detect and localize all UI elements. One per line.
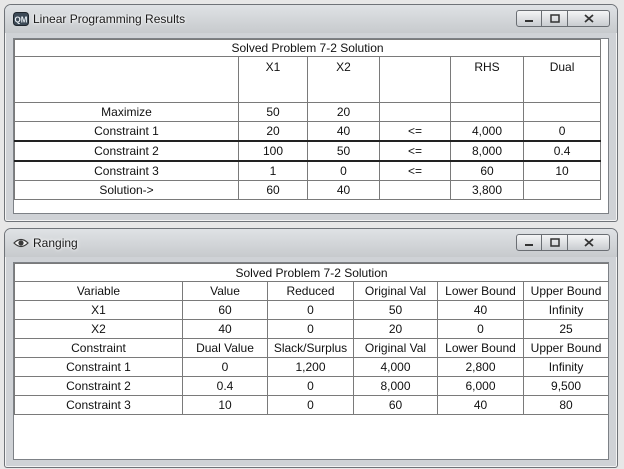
table-cell[interactable]: Constraint 1	[15, 358, 183, 377]
table-row[interactable]	[15, 377, 609, 396]
table-cell[interactable]: 10	[183, 396, 268, 415]
table-cell[interactable]: Constraint 1	[15, 122, 239, 142]
table-cell[interactable]: 0	[183, 358, 268, 377]
lp-table-title: Solved Problem 7-2 Solution	[15, 40, 601, 57]
table-cell[interactable]: 40	[308, 122, 380, 142]
close-button[interactable]	[568, 10, 610, 27]
ranging-table-title: Solved Problem 7-2 Solution	[15, 264, 609, 282]
table-cell[interactable]	[451, 103, 524, 122]
table-cell[interactable]: 0	[268, 320, 354, 339]
table-cell[interactable]: 60	[451, 161, 524, 181]
table-cell[interactable]: 8,000	[354, 377, 438, 396]
table-cell[interactable]: 20	[354, 320, 438, 339]
column-header: Variable	[15, 282, 183, 301]
lp-header-cell: X1	[239, 57, 308, 103]
window-title: Linear Programming Results	[33, 12, 186, 26]
column-header: Lower Bound	[438, 339, 524, 358]
column-header: Constraint	[15, 339, 183, 358]
table-cell[interactable]: Solution->	[15, 181, 239, 200]
lp-results-titlebar[interactable]	[5, 5, 617, 33]
lp-header-cell	[380, 57, 451, 103]
lp-header-cell: X2	[308, 57, 380, 103]
table-cell[interactable]: 4,000	[451, 122, 524, 142]
ranging-client	[13, 262, 609, 460]
table-cell[interactable]: Constraint 3	[15, 396, 183, 415]
ranging-window[interactable]	[4, 228, 618, 468]
minimize-icon	[524, 239, 534, 247]
constraint-header-row	[15, 339, 609, 358]
ranging-titlebar[interactable]	[5, 229, 617, 257]
table-cell[interactable]: 40	[308, 181, 380, 200]
table-cell[interactable]: <=	[380, 141, 451, 161]
table-cell[interactable]: 6,000	[438, 377, 524, 396]
table-cell[interactable]: Constraint 2	[15, 141, 239, 161]
table-cell[interactable]: 80	[524, 396, 609, 415]
table-cell[interactable]: 10	[524, 161, 601, 181]
minimize-button[interactable]	[516, 234, 542, 251]
table-row[interactable]	[15, 161, 601, 181]
table-cell[interactable]: 3,800	[451, 181, 524, 200]
table-cell[interactable]: 0	[524, 122, 601, 142]
table-cell[interactable]: 60	[354, 396, 438, 415]
table-row[interactable]	[15, 122, 601, 142]
table-row[interactable]	[15, 396, 609, 415]
lp-header-cell: Dual	[524, 57, 601, 103]
maximize-icon	[550, 14, 560, 23]
table-cell[interactable]: 60	[183, 301, 268, 320]
table-cell[interactable]: X2	[15, 320, 183, 339]
table-cell[interactable]: 0	[438, 320, 524, 339]
table-cell[interactable]	[524, 181, 601, 200]
table-cell[interactable]: Constraint 2	[15, 377, 183, 396]
caption-buttons	[516, 10, 610, 28]
column-header: Upper Bound	[524, 282, 609, 301]
lp-header-cell: RHS	[451, 57, 524, 103]
column-header: Value	[183, 282, 268, 301]
ranging-eye-icon	[13, 236, 29, 250]
close-icon	[584, 14, 594, 23]
column-header: Upper Bound	[524, 339, 609, 358]
ranging-table	[14, 263, 609, 415]
table-cell[interactable]: 40	[183, 320, 268, 339]
svg-text:QM: QM	[14, 15, 28, 25]
table-row[interactable]	[15, 301, 609, 320]
table-cell[interactable]: 50	[308, 141, 380, 161]
table-cell[interactable]	[380, 181, 451, 200]
table-cell[interactable]: Infinity	[524, 301, 609, 320]
table-row[interactable]	[15, 181, 601, 200]
window-title: Ranging	[33, 236, 78, 250]
column-header: Original Val	[354, 339, 438, 358]
caption-buttons	[516, 234, 610, 252]
table-cell[interactable]	[380, 103, 451, 122]
table-cell[interactable]: 1	[239, 161, 308, 181]
variable-header-row	[15, 282, 609, 301]
lp-header-row	[15, 57, 601, 103]
table-cell[interactable]: 9,500	[524, 377, 609, 396]
maximize-icon	[550, 238, 560, 247]
column-header: Slack/Surplus	[268, 339, 354, 358]
minimize-button[interactable]	[516, 10, 542, 27]
table-cell[interactable]: <=	[380, 122, 451, 142]
column-header: Reduced	[268, 282, 354, 301]
table-cell[interactable]: 50	[354, 301, 438, 320]
table-cell[interactable]: 50	[239, 103, 308, 122]
table-cell[interactable]: 100	[239, 141, 308, 161]
table-cell[interactable]: Maximize	[15, 103, 239, 122]
table-cell[interactable]: 40	[438, 301, 524, 320]
qm-app-icon	[13, 12, 29, 26]
table-cell[interactable]: 4,000	[354, 358, 438, 377]
table-cell[interactable]: 0.4	[524, 141, 601, 161]
table-cell[interactable]: 20	[308, 103, 380, 122]
table-cell[interactable]: X1	[15, 301, 183, 320]
table-cell[interactable]: 0	[308, 161, 380, 181]
close-icon	[584, 238, 594, 247]
column-header: Lower Bound	[438, 282, 524, 301]
table-cell[interactable]: 0	[268, 396, 354, 415]
table-row[interactable]	[15, 358, 609, 377]
table-cell[interactable]: 0.4	[183, 377, 268, 396]
table-cell[interactable]: Constraint 3	[15, 161, 239, 181]
lp-results-client	[13, 38, 609, 214]
minimize-icon	[524, 15, 534, 23]
table-cell[interactable]	[524, 103, 601, 122]
table-cell[interactable]: Infinity	[524, 358, 609, 377]
table-cell[interactable]: <=	[380, 161, 451, 181]
lp-results-table	[14, 39, 601, 200]
table-cell[interactable]: 8,000	[451, 141, 524, 161]
table-cell[interactable]: 20	[239, 122, 308, 142]
lp-header-cell	[15, 57, 239, 103]
table-cell[interactable]: 0	[268, 377, 354, 396]
table-cell[interactable]: 1,200	[268, 358, 354, 377]
close-button[interactable]	[568, 234, 610, 251]
maximize-button[interactable]	[542, 10, 568, 27]
table-row[interactable]	[15, 103, 601, 122]
table-row[interactable]	[15, 320, 609, 339]
table-cell[interactable]: 60	[239, 181, 308, 200]
selected-table-row[interactable]	[15, 141, 601, 161]
table-cell[interactable]: 40	[438, 396, 524, 415]
column-header: Dual Value	[183, 339, 268, 358]
table-cell[interactable]: 2,800	[438, 358, 524, 377]
maximize-button[interactable]	[542, 234, 568, 251]
column-header: Original Val	[354, 282, 438, 301]
lp-results-window[interactable]	[4, 4, 618, 222]
table-cell[interactable]: 0	[268, 301, 354, 320]
table-cell[interactable]: 25	[524, 320, 609, 339]
